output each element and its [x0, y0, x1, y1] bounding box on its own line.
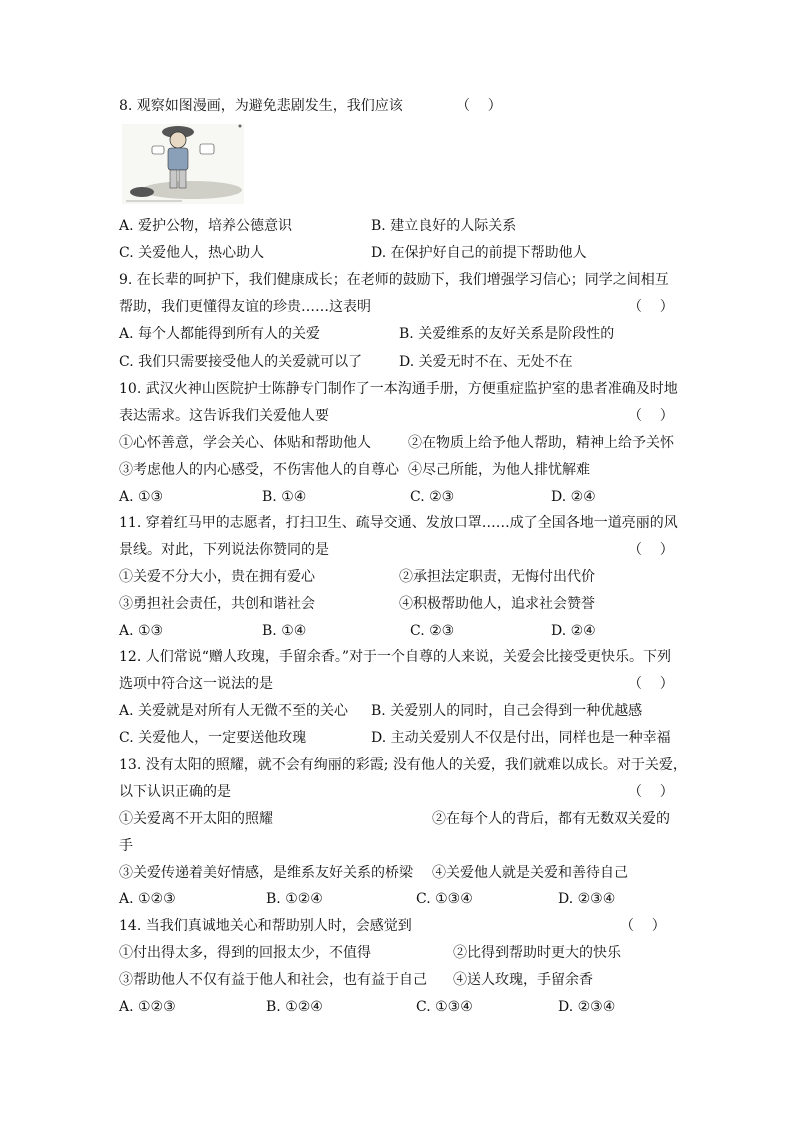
q10-option-b: B. ①④	[262, 489, 307, 505]
q8-answer-paren: （ ）	[456, 98, 502, 114]
q14-option-c: C. ①③④	[416, 999, 473, 1015]
q11-statement-4: ④积极帮助他人，追求社会赞誉	[399, 596, 595, 612]
q8-option-c: C. 关爱他人，热心助人	[119, 245, 265, 261]
q8-option-a: A. 爱护公物，培养公德意识	[119, 218, 293, 234]
q11-statement-1: ①关爱不分大小，贵在拥有爱心	[119, 569, 315, 585]
q10-statement-3: ③考虑他人的内心感受，不伤害他人的自尊心	[119, 462, 399, 478]
q10-statement-1: ①心怀善意，学会关心、体贴和帮助他人	[119, 435, 371, 451]
q10-statement-2: ②在物质上给予他人帮助，精神上给予关怀	[408, 435, 674, 451]
q14-statement-3: ③帮助他人不仅有益于他人和社会，也有益于自己	[119, 972, 427, 988]
q10-option-c: C. ②③	[410, 489, 455, 505]
q13-option-d: D. ②③④	[558, 891, 616, 907]
q14-option-a: A. ①②③	[119, 999, 176, 1015]
q9-option-a: A. 每个人都能得到所有人的关爱	[119, 326, 321, 342]
q13-stem-line-2: 以下认识正确的是	[119, 784, 231, 800]
q13-statement-3: ③关爱传递着美好情感，是维系友好关系的桥梁	[119, 865, 413, 881]
q9-option-d: D. 关爱无时不在、无处不在	[399, 354, 573, 370]
q12-option-c: C. 关爱他人，一定要送他玫瑰	[119, 730, 307, 746]
q13-statement-4: ④关爱他人就是关爱和善待自己	[432, 865, 628, 881]
q8-option-d: D. 在保护好自己的前提下帮助他人	[371, 245, 587, 261]
q12-option-d: D. 主动关爱别人不仅是付出，同样也是一种幸福	[371, 730, 671, 746]
q12-answer-paren: （ ）	[628, 676, 674, 692]
q13-option-b: B. ①②④	[266, 891, 323, 907]
q11-option-c: C. ②③	[410, 623, 455, 639]
q14-statement-1: ①付出得太多，得到的回报太少，不值得	[119, 945, 371, 961]
q13-option-a: A. ①②③	[119, 891, 176, 907]
q10-option-a: A. ①③	[119, 489, 164, 505]
q10-option-d: D. ②④	[551, 489, 596, 505]
q9-answer-paren: （ ）	[628, 299, 674, 315]
q14-option-d: D. ②③④	[558, 999, 616, 1015]
q10-statement-4: ④尽己所能，为他人排忧解难	[408, 462, 590, 478]
q11-stem-line-1: 11. 穿着红马甲的志愿者，打扫卫生、疏导交通、发放口罩……成了全国各地一道亮丽的风	[119, 515, 678, 531]
q11-statement-2: ②承担法定职责，无悔付出代价	[399, 569, 595, 585]
q8-stem-line-1: 8. 观察如图漫画，为避免悲剧发生，我们应该	[119, 98, 403, 114]
q13-option-c: C. ①③④	[416, 891, 473, 907]
q11-answer-paren: （ ）	[628, 542, 674, 558]
q13-answer-paren: （ ）	[628, 784, 674, 800]
q10-answer-paren: （ ）	[628, 408, 674, 424]
q8-option-b: B. 建立良好的人际关系	[371, 218, 517, 234]
q11-option-d: D. ②④	[551, 623, 596, 639]
q12-stem-line-2: 选项中符合这一说法的是	[119, 676, 273, 692]
q9-option-c: C. 我们只需要接受他人的关爱就可以了	[119, 354, 363, 370]
q9-stem-line-2: 帮助，我们更懂得友谊的珍贵……这表明	[119, 299, 371, 315]
q10-stem-line-1: 10. 武汉火神山医院护士陈静专门制作了一本沟通手册，方便重症监护室的患者准确及时地	[119, 381, 678, 397]
q14-answer-paren: （ ）	[620, 918, 666, 934]
q9-stem-line-1: 9. 在长辈的呵护下，我们健康成长；在老师的鼓励下，我们增强学习信心；同学之间相互	[119, 272, 669, 288]
q11-stem-line-2: 景线。对此，下列说法你赞同的是	[119, 542, 329, 558]
q9-option-b: B. 关爱维系的友好关系是阶段性的	[399, 326, 615, 342]
q12-stem-line-1: 12. 人们常说“赠人玫瑰，手留余香。”对于一个自尊的人来说，关爱会比接受更快乐。下列	[119, 649, 672, 665]
q14-statement-4: ④送人玫瑰，手留余香	[453, 972, 593, 988]
cartoon-image	[122, 124, 244, 204]
q12-option-a: A. 关爱就是对所有人无微不至的关心	[119, 703, 349, 719]
q11-statement-3: ③勇担社会责任，共创和谐社会	[119, 596, 315, 612]
q13-statement-2-cont: 手	[119, 838, 133, 854]
q13-statement-2: ②在每个人的背后，都有无数双关爱的	[432, 811, 670, 827]
q11-option-a: A. ①③	[119, 623, 164, 639]
q14-stem-line-1: 14. 当我们真诚地关心和帮助别人时，会感觉到	[119, 918, 412, 934]
q11-option-b: B. ①④	[262, 623, 307, 639]
q13-statement-1: ①关爱离不开太阳的照耀	[119, 811, 273, 827]
q12-option-b: B. 关爱别人的同时，自己会得到一种优越感	[371, 703, 643, 719]
q14-statement-2: ②比得到帮助时更大的快乐	[453, 945, 621, 961]
q10-stem-line-2: 表达需求。这告诉我们关爱他人要	[119, 408, 329, 424]
q13-stem-line-1: 13. 没有太阳的照耀，就不会有绚丽的彩霞; 没有他人的关爱，我们就难以成长。对于关爱，	[119, 757, 687, 773]
q14-option-b: B. ①②④	[266, 999, 323, 1015]
